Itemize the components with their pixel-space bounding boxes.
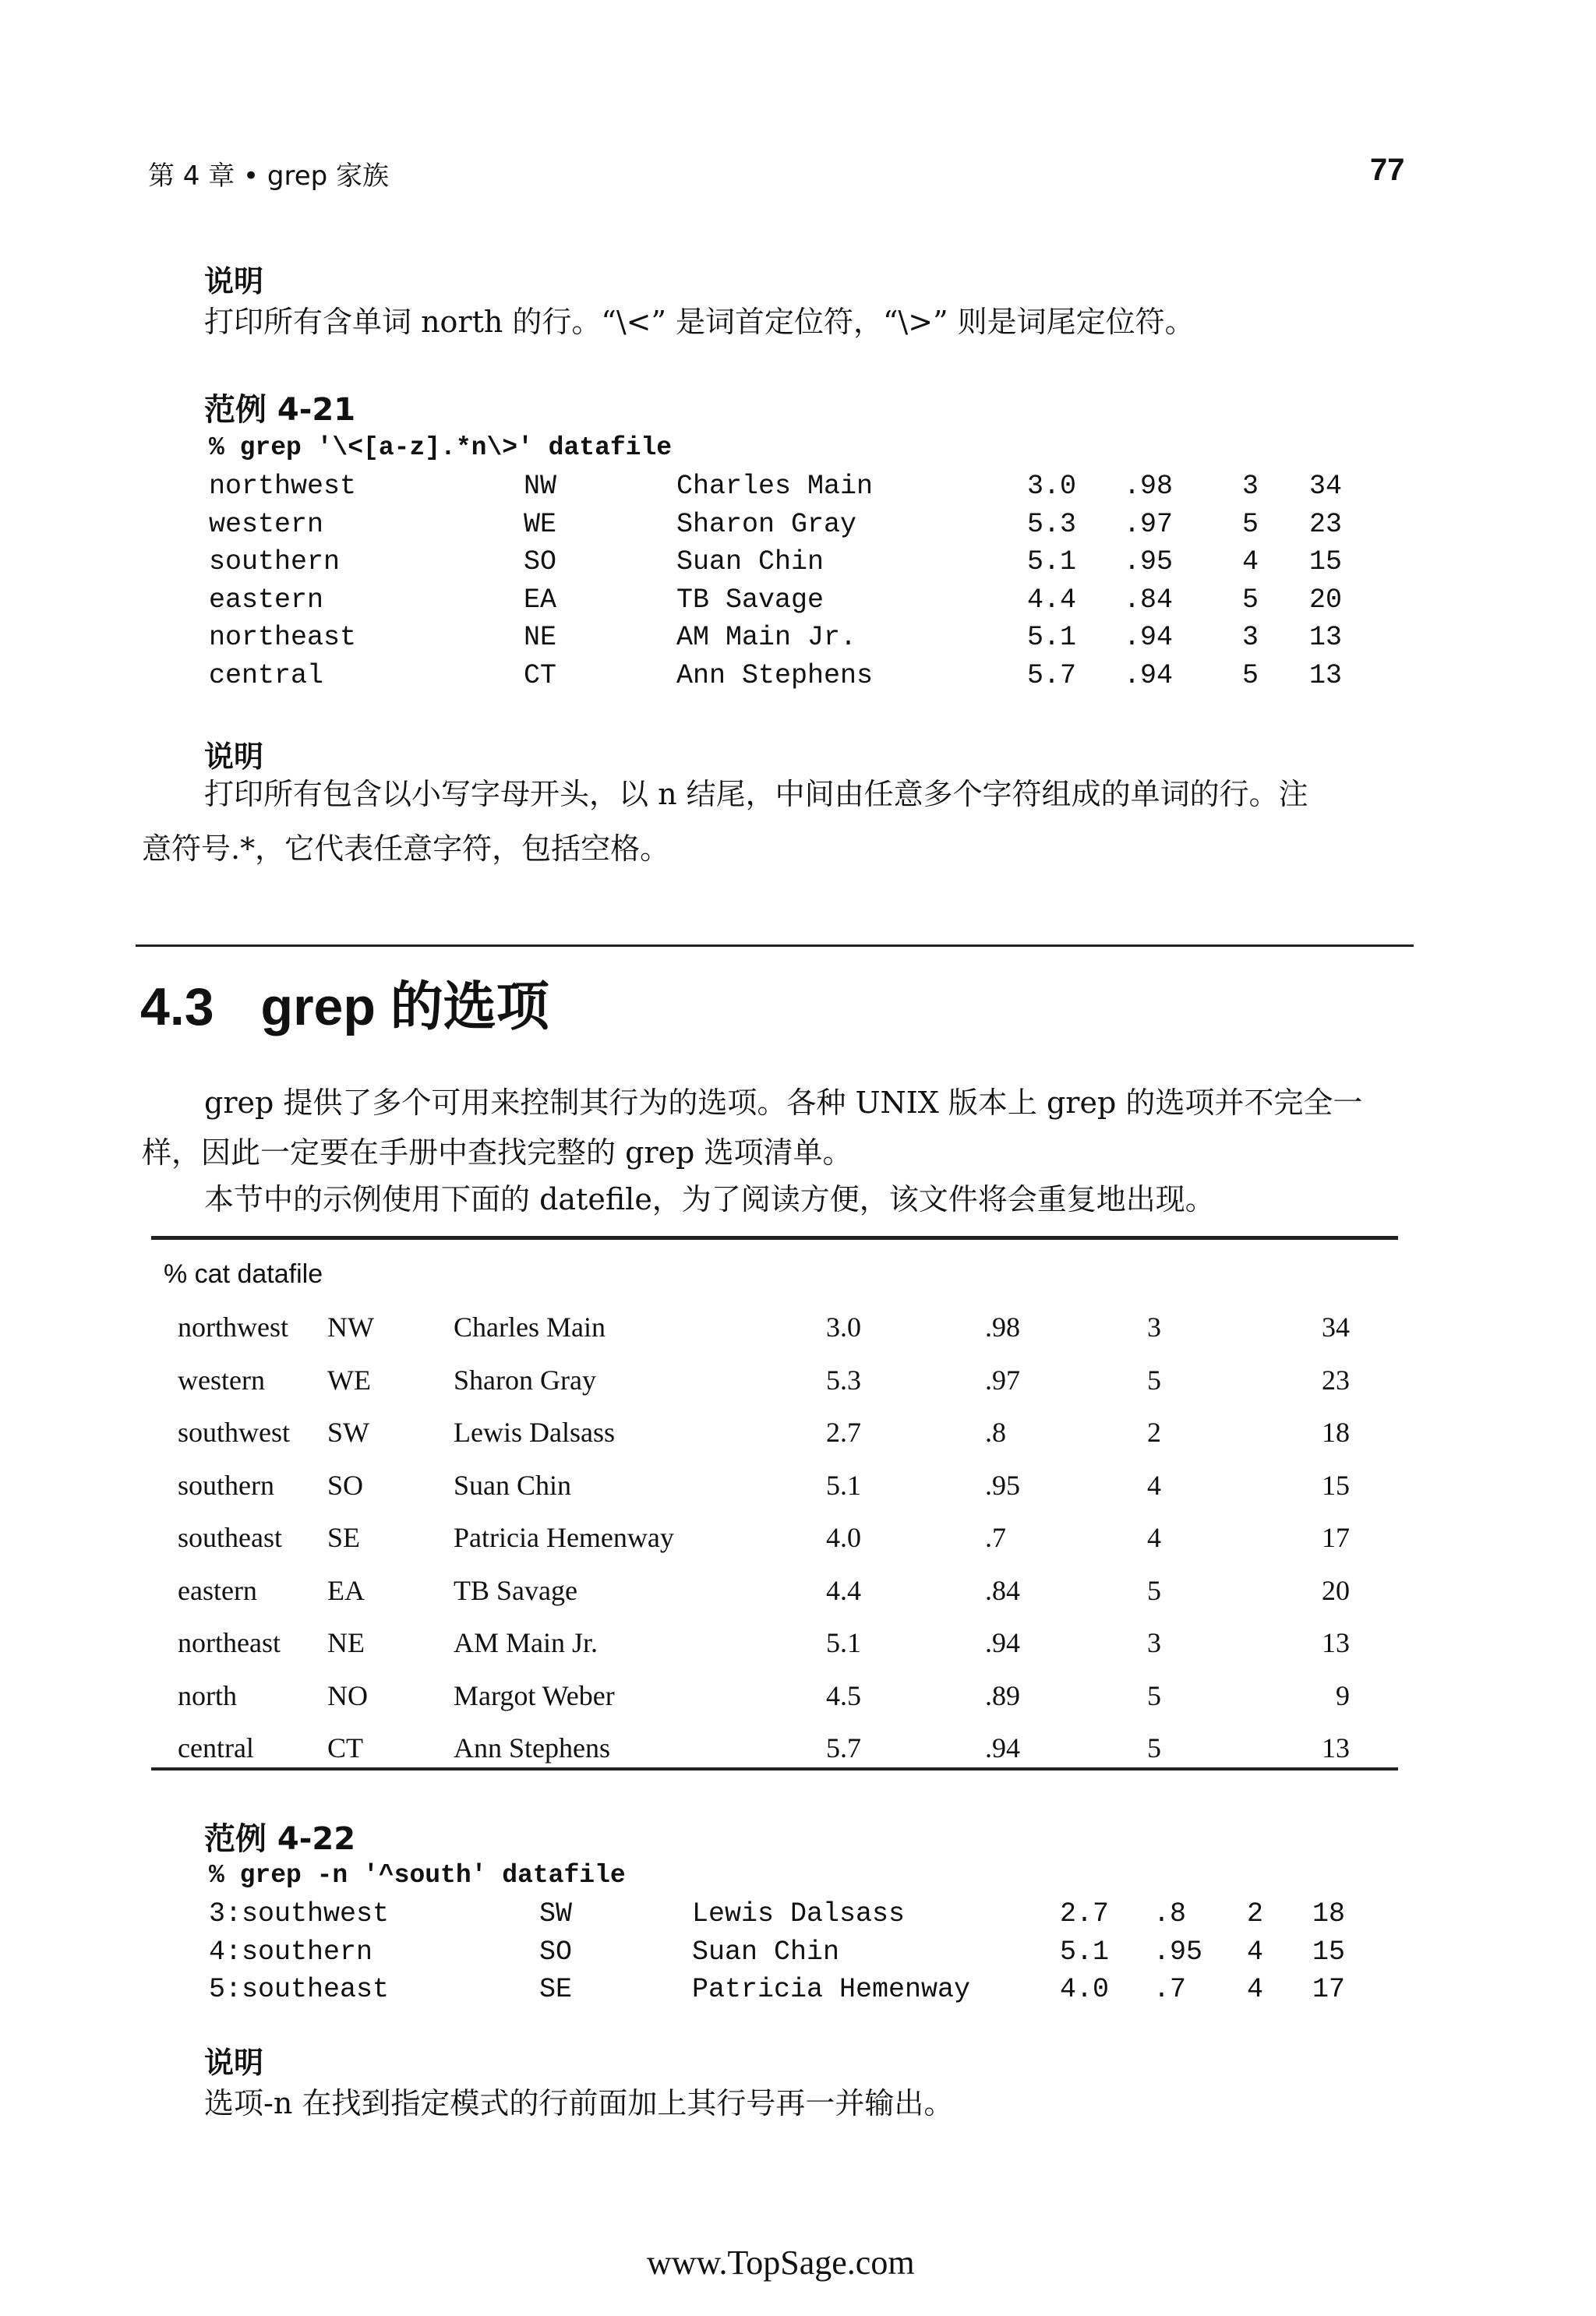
table-cell: .89 <box>985 1679 1020 1711</box>
table-row <box>0 471 1596 508</box>
table-cell: 2 <box>1247 1898 1264 1929</box>
table-cell: SO <box>539 1936 573 1968</box>
footer-url: www.TopSage.com <box>647 2244 915 2282</box>
table-cell: 2.7 <box>826 1417 861 1448</box>
table-cell: .94 <box>985 1732 1020 1763</box>
table-cell: 15 <box>1322 1469 1350 1501</box>
table-cell: eastern <box>209 584 324 616</box>
table-cell: northwest <box>178 1312 288 1343</box>
table-cell: 4.5 <box>826 1679 861 1711</box>
table-cell: Suan Chin <box>676 546 824 577</box>
table-cell: Suan Chin <box>454 1469 572 1501</box>
table-cell: 20 <box>1309 584 1343 616</box>
table-cell: .84 <box>985 1574 1020 1606</box>
note-heading: 说明 <box>204 264 264 298</box>
table-cell: 20 <box>1322 1574 1350 1606</box>
table-cell: NO <box>327 1679 368 1711</box>
table-row <box>0 509 1596 546</box>
table-cell: 4 <box>1147 1522 1161 1553</box>
table-cell: 3:southwest <box>209 1898 390 1929</box>
note-text-line1: 打印所有包含以小写字母开头，以 n 结尾，中间由任意多个字符组成的单词的行。注 <box>204 777 1308 811</box>
table-cell: 5 <box>1147 1679 1161 1711</box>
table-cell: SO <box>524 546 557 577</box>
page-number: 77 <box>1370 153 1405 187</box>
note-heading: 说明 <box>204 2046 264 2080</box>
table-cell: 5 <box>1147 1732 1161 1763</box>
table-cell: southwest <box>178 1417 290 1448</box>
table-row <box>0 1732 1596 1772</box>
table-row <box>0 1469 1596 1509</box>
table-cell: EA <box>524 584 557 616</box>
table-cell: CT <box>327 1732 364 1763</box>
table-cell: southern <box>178 1469 274 1501</box>
table-cell: 5 <box>1242 584 1259 616</box>
table-cell: 15 <box>1312 1936 1346 1968</box>
table-cell: 18 <box>1312 1898 1346 1929</box>
table-cell: southern <box>209 546 341 577</box>
table-cell: Lewis Dalsass <box>454 1417 615 1448</box>
table-cell: 5 <box>1242 659 1259 691</box>
table-cell: 5.1 <box>1027 546 1077 577</box>
chapter-header: 第 4 章 • grep 家族 <box>148 161 390 192</box>
intro-line2: 样，因此一定要在手册中查找完整的 grep 选项清单。 <box>142 1135 853 1170</box>
table-cell: 23 <box>1309 508 1343 540</box>
intro-line1: grep 提供了多个可用来控制其行为的选项。各种 UNIX 版本上 grep 的选项并不完全一 <box>204 1086 1363 1120</box>
table-cell: SE <box>539 1974 573 2005</box>
table-cell: .97 <box>1124 508 1174 540</box>
table-cell: Patricia Hemenway <box>454 1522 674 1553</box>
table-row <box>0 1574 1596 1615</box>
table-row <box>0 1521 1596 1562</box>
table-cell: NW <box>524 471 557 502</box>
table-cell: SW <box>327 1417 369 1448</box>
table-cell: northeast <box>209 622 357 653</box>
note-text: 选项-n 在找到指定模式的行前面加上其行号再一并输出。 <box>204 2086 954 2120</box>
section-title-text: grep 的选项 <box>260 977 549 1036</box>
table-cell: 23 <box>1322 1364 1350 1396</box>
table-cell: 5.1 <box>826 1469 861 1501</box>
table-cell: 3 <box>1242 622 1259 653</box>
note-heading: 说明 <box>204 740 264 774</box>
example-command: % grep -n '^south' datafile <box>209 1861 626 1890</box>
example-command: % grep '\<[a-z].*n\>' datafile <box>209 433 673 462</box>
table-cell: Charles Main <box>454 1312 606 1343</box>
table-cell: 4 <box>1147 1469 1161 1501</box>
table-row <box>0 1898 1596 1936</box>
table-cell: 4.0 <box>826 1522 861 1553</box>
table-cell: 5.1 <box>1027 622 1077 653</box>
table-cell: 3 <box>1147 1312 1161 1343</box>
table-cell: 17 <box>1322 1522 1350 1553</box>
table-cell: 4.0 <box>1060 1974 1110 2005</box>
table-cell: 13 <box>1322 1627 1350 1658</box>
table-cell: CT <box>524 659 557 691</box>
example-heading: 范例 4-22 <box>204 1821 356 1857</box>
table-cell: .7 <box>985 1522 1006 1553</box>
table-cell: 4 <box>1247 1936 1264 1968</box>
table-row <box>0 1974 1596 2011</box>
table-cell: southeast <box>178 1522 282 1553</box>
table-cell: 3.0 <box>1027 471 1077 502</box>
table-cell: 13 <box>1322 1732 1350 1763</box>
table-cell: .84 <box>1124 584 1174 616</box>
table-cell: .94 <box>985 1627 1020 1658</box>
table-cell: 5 <box>1242 508 1259 540</box>
table-cell: northwest <box>209 471 357 502</box>
table-row <box>0 660 1596 697</box>
table-cell: 5.1 <box>1060 1936 1110 1968</box>
table-cell: 34 <box>1309 471 1343 502</box>
table-cell: central <box>178 1732 254 1763</box>
table-row <box>0 1679 1596 1720</box>
table-cell: 2 <box>1147 1417 1161 1448</box>
table-cell: SE <box>327 1522 361 1553</box>
table-cell: .8 <box>1153 1898 1187 1929</box>
table-cell: Margot Weber <box>454 1679 615 1711</box>
table-cell: SO <box>327 1469 364 1501</box>
table-cell: Ann Stephens <box>454 1732 610 1763</box>
table-cell: NE <box>524 622 557 653</box>
table-cell: Ann Stephens <box>676 659 874 691</box>
table-cell: 9 <box>1336 1679 1350 1711</box>
table-cell: 4.4 <box>1027 584 1077 616</box>
table-cell: 5:southeast <box>209 1974 390 2005</box>
table-cell: .95 <box>985 1469 1020 1501</box>
table-cell: TB Savage <box>454 1574 577 1606</box>
table-cell: 3 <box>1147 1627 1161 1658</box>
table-row <box>0 1364 1596 1404</box>
note-text-line2: 意符号.*，它代表任意字符，包括空格。 <box>142 831 670 866</box>
table-cell: WE <box>524 508 557 540</box>
table-cell: 4:southern <box>209 1936 373 1968</box>
table-row <box>0 1936 1596 1974</box>
table-cell: central <box>209 659 324 691</box>
table-row <box>0 1311 1596 1351</box>
table-row <box>0 546 1596 584</box>
table-top-rule <box>151 1236 1398 1240</box>
table-row <box>0 1416 1596 1456</box>
table-cell: 3 <box>1242 471 1259 502</box>
table-cell: Patricia Hemenway <box>692 1974 971 2005</box>
table-cell: 5 <box>1147 1364 1161 1396</box>
table-cell: .7 <box>1153 1974 1187 2005</box>
table-cell: 4 <box>1242 546 1259 577</box>
table-cell: SW <box>539 1898 573 1929</box>
table-row <box>0 1626 1596 1667</box>
table-row <box>0 622 1596 659</box>
table-cell: 34 <box>1322 1312 1350 1343</box>
table-cell: 4.4 <box>826 1574 861 1606</box>
table-cell: 13 <box>1309 622 1343 653</box>
table-cell: TB Savage <box>676 584 824 616</box>
example-heading: 范例 4-21 <box>204 392 356 428</box>
table-cell: AM Main Jr. <box>454 1627 598 1658</box>
table-cell: 3.0 <box>826 1312 861 1343</box>
table-cell: WE <box>327 1364 371 1396</box>
table-cell: 17 <box>1312 1974 1346 2005</box>
table-cell: .94 <box>1124 622 1174 653</box>
table-cell: 5 <box>1147 1574 1161 1606</box>
table-cell: Suan Chin <box>692 1936 840 1968</box>
table-cell: .94 <box>1124 659 1174 691</box>
table-cell: western <box>209 508 324 540</box>
section-divider <box>136 944 1414 947</box>
table-cell: 5.3 <box>826 1364 861 1396</box>
table-cell: 13 <box>1309 659 1343 691</box>
table-cell: 5.3 <box>1027 508 1077 540</box>
note-text: 打印所有含单词 north 的行。“\<” 是词首定位符，“\>” 则是词尾定位符。 <box>204 305 1195 339</box>
table-cell: NE <box>327 1627 365 1658</box>
table-cell: 5.7 <box>1027 659 1077 691</box>
table-cell: eastern <box>178 1574 257 1606</box>
table-cell: western <box>178 1364 265 1396</box>
table-cell: Sharon Gray <box>454 1364 596 1396</box>
table-cell: .95 <box>1124 546 1174 577</box>
table-cell: .97 <box>985 1364 1020 1396</box>
section-number: 4.3 <box>140 977 214 1036</box>
table-cell: AM Main Jr. <box>676 622 857 653</box>
table-row <box>0 584 1596 622</box>
table-cell: .8 <box>985 1417 1006 1448</box>
table-cell: 5.7 <box>826 1732 861 1763</box>
section-title <box>140 965 549 1040</box>
table-cell: 2.7 <box>1060 1898 1110 1929</box>
table-cell: 5.1 <box>826 1627 861 1658</box>
table-cell: 15 <box>1309 546 1343 577</box>
table-cell: north <box>178 1679 237 1711</box>
table-cell: Sharon Gray <box>676 508 857 540</box>
table-cell: 18 <box>1322 1417 1350 1448</box>
table-bottom-rule <box>151 1767 1398 1771</box>
table-cell: NW <box>327 1312 374 1343</box>
table-cell: EA <box>327 1574 365 1606</box>
table-cell: northeast <box>178 1627 281 1658</box>
intro-line3: 本节中的示例使用下面的 datefile，为了阅读方便，该文件将会重复地出现。 <box>204 1182 1215 1216</box>
table-cell: Charles Main <box>676 471 874 502</box>
table-cell: .98 <box>985 1312 1020 1343</box>
table-cell: Lewis Dalsass <box>692 1898 906 1929</box>
table-cell: .95 <box>1153 1936 1203 1968</box>
table-cell: 4 <box>1247 1974 1264 2005</box>
table-cell: .98 <box>1124 471 1174 502</box>
datafile-heading: % cat datafile <box>164 1259 323 1289</box>
